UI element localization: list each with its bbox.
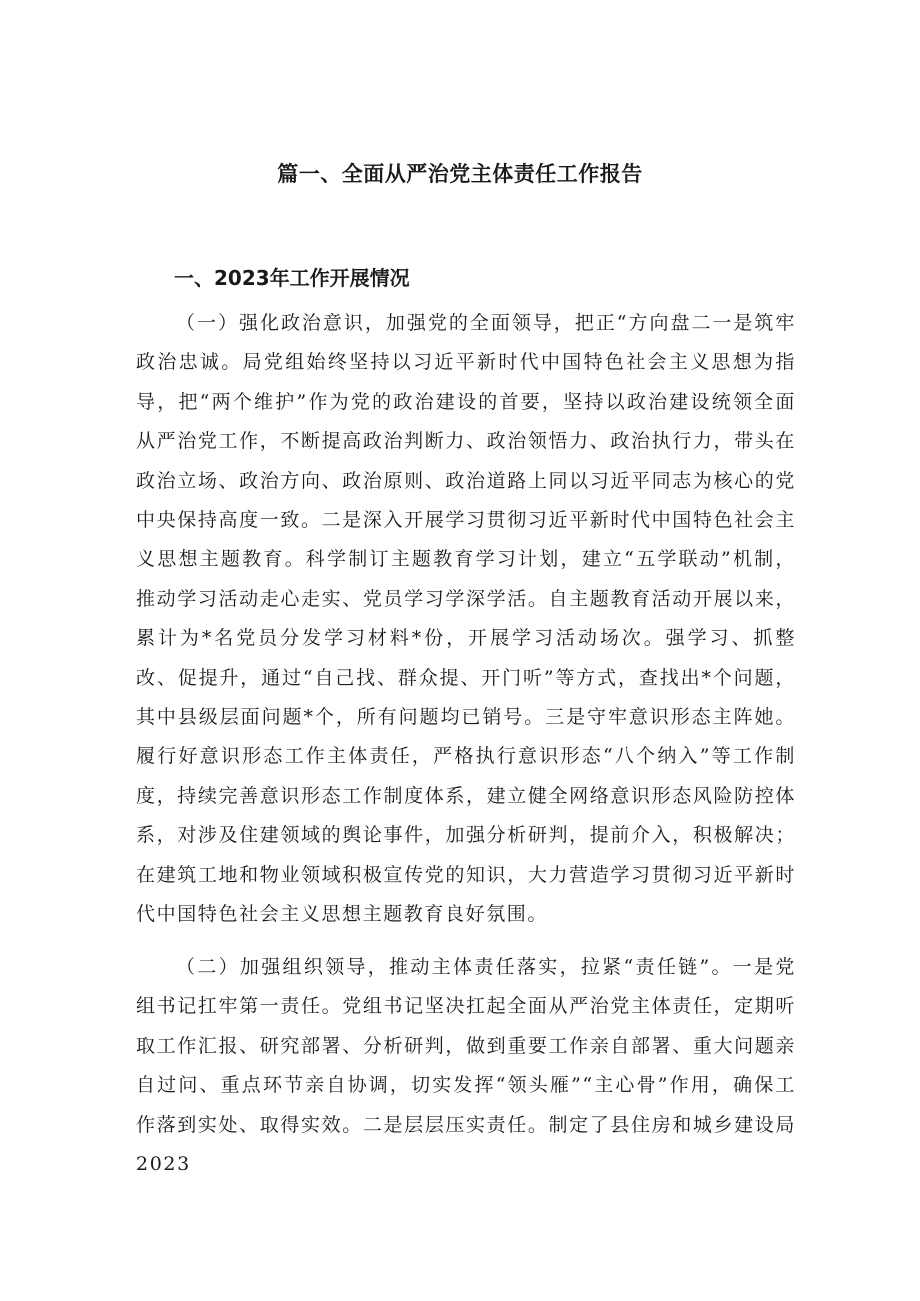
body-paragraph-1: （一）强化政治意识，加强党的全面领导，把正“方向盘二一是筑牢政治忠诚。局党组始终坚持以习近平新时代中国特色社会主义思想为指导，把“两个维护”作为党的政治建设的首要，坚持以政治建设统领全面从严治党工作，不断提高政治判断力、政治领悟力、政治执行力，带头在政治立场、政治方向、政治原则、政治道路上同以习近平同志为核心的党中央保持高度一致。二是深入开展学习贯彻习近平新时代中国特色社会主义思想主题教育。科学制订主题教育学习计划，建立“五学联动”机制，推动学习活动走心走实、党员学习学深学活。自主题教育活动开展以来，累计为*名党员分发学习材料*份，开展学习活动场次。强学习、抓整改、促提升，通过“自己找、群众提、开门听”等方式，查找出*个问题，其中县级层面问题*个，所有问题均已销号。三是守牢意识形态主阵她。履行好意识形态工作主体责任，严格执行意识形态“八个纳入”等工作制度，持续完善意识形态工作制度体系，建立健全网络意识形态风险防控体系，对涉及住建领域的舆论事件，加强分析研判，提前介入，积极解决；在建筑工地和物业领域积极宣传党的知识，大力营造学习贯彻习近平新时代中国特色社会主义思想主题教育良好氛围。 (136, 312, 796, 926)
section-heading: 一、2023年工作开展情况 (174, 266, 410, 290)
document-title: 篇一、全面从严治党主体责任工作报告 (277, 162, 643, 186)
body-paragraph-2: （二）加强组织领导，推动主体责任落实，拉紧“责任链”。一是党组书记扛牢第一责任。党组书记坚决扛起全面从严治党主体责任，定期听取工作汇报、研究部署、分析研判，做到重要工作亲自部署、重大问题亲自过问、重点环节亲自协调，切实发挥“领头雁”“主心骨”作用，确保工作落到实处、取得实效。二是层层压实责任。制定了县住房和城乡建设局2023 (136, 956, 796, 1176)
